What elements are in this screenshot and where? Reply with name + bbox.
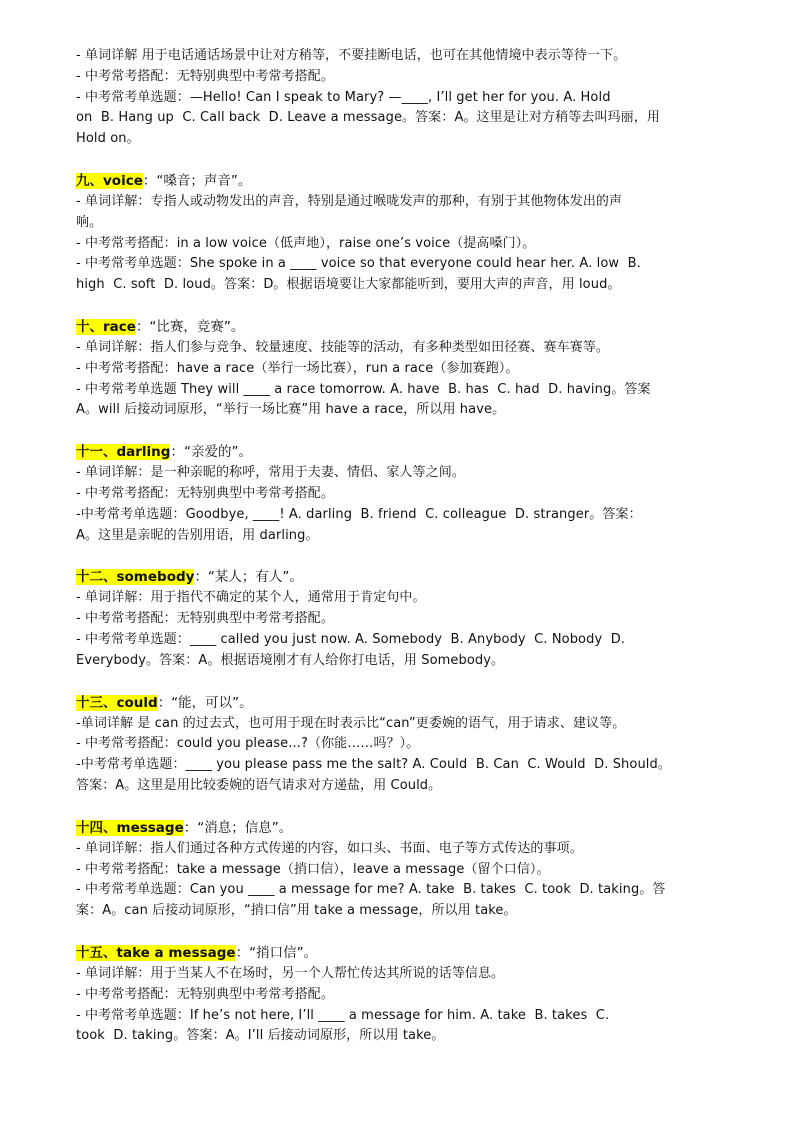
section-gap — [76, 296, 766, 316]
vocab-section — [76, 441, 766, 546]
vocab-section — [76, 566, 766, 671]
section-heading — [76, 170, 766, 192]
vocab-section — [76, 316, 766, 421]
heading-meaning: ：“某人；有人”。 — [194, 569, 303, 586]
text-line: - 中考常考搭配：无特别典型中考常考搭配。 — [76, 611, 334, 627]
text-line: - 中考常考搭配：could you please...?（你能……吗？）。 — [76, 736, 420, 752]
heading-meaning: ：“捎口信”。 — [235, 944, 318, 961]
text-line: - 单词详解 用于电话通话场景中让对方稍等，不要挂断电话，也可在其他情境中表示等待一下。 — [76, 48, 627, 63]
section-heading — [76, 692, 766, 714]
vocab-section — [76, 46, 766, 150]
text-line: -中考常考单选题：____ you please pass me the salt? A. Could B. Can C. Would D. Should。 — [76, 757, 671, 773]
section-gap — [76, 797, 766, 817]
text-line: - 中考常考搭配：take a message（捎口信），leave a message（留个口信）。 — [76, 861, 550, 877]
text-line: - 单词详解：指人们通过各种方式传递的内容，如口头、书面、电子等方式传达的事项。 — [76, 840, 583, 856]
section-heading — [76, 316, 766, 338]
text-line: A。这里是亲昵的告别用语，用 darling。 — [76, 527, 319, 543]
heading-word-highlight: 十二、somebody — [76, 569, 195, 586]
text-line: 响。 — [76, 214, 103, 230]
text-line: 答案：A。这里是用比较委婉的语气请求对方递盐，用 Could。 — [76, 777, 442, 793]
section-heading — [76, 441, 766, 463]
text-line: - 中考常考搭配：无特别典型中考常考搭配。 — [76, 485, 334, 501]
text-line: - 中考常考搭配：无特别典型中考常考搭配。 — [76, 986, 334, 1002]
section-heading — [76, 817, 766, 839]
heading-word-highlight: 十、race — [76, 318, 136, 335]
heading-meaning: ：“能，可以”。 — [157, 694, 253, 711]
heading-word-highlight: 十四、message — [76, 819, 184, 836]
vocab-section — [76, 170, 766, 296]
text-line: -单词详解 是 can 的过去式，也可用于现在时表示比“can”更委婉的语气，用于请求、建议等。 — [76, 715, 626, 731]
text-line: - 中考常考单选题：If he’s not here, I’ll ____ a message for him. A. take B. takes C. — [76, 1007, 610, 1023]
text-line: - 单词详解：指人们参与竞争、较量速度、技能等的活动，有多种类型如田径赛、赛车赛等。 — [76, 339, 610, 355]
heading-meaning: ：“比赛，竞赛”。 — [135, 318, 245, 335]
text-line: Hold on。 — [76, 131, 140, 147]
text-line: - 单词详解：用于当某人不在场时，另一个人帮忙传达其所说的话等信息。 — [76, 965, 505, 981]
section-gap — [76, 546, 766, 566]
section-heading — [76, 942, 766, 964]
text-line: - 中考常考搭配：无特别典型中考常考搭配。 — [76, 68, 334, 84]
document-page — [76, 46, 766, 1047]
heading-word-highlight: 十五、take a message — [76, 944, 236, 961]
vocab-section — [76, 942, 766, 1047]
heading-meaning: ：“嗓音；声音”。 — [142, 172, 252, 189]
heading-meaning: ：“消息；信息”。 — [183, 819, 293, 836]
text-line: - 中考常考搭配：in a low voice（低声地），raise one’s voice（提高嗓门）。 — [76, 235, 536, 251]
section-gap — [76, 421, 766, 441]
text-line: - 单词详解：用于指代不确定的某个人，通常用于肯定句中。 — [76, 590, 426, 606]
text-line: - 中考常考单选题：____ called you just now. A. Somebody B. Anybody C. Nobody D. — [76, 631, 626, 647]
text-line: -中考常考单选题：Goodbye, ____! A. darling B. friend C. colleague D. stranger。答案： — [76, 506, 642, 522]
text-line: high C. soft D. loud。答案：D。根据语境要让大家都能听到，要用大声的声音，用 loud。 — [76, 277, 621, 293]
heading-word-highlight: 十三、could — [76, 694, 158, 711]
heading-meaning: ：“亲爱的”。 — [170, 444, 252, 461]
heading-word-highlight: 十一、darling — [76, 444, 171, 461]
text-line: 案：A。can 后接动词原形，“捎口信”用 take a message，所以用 take。 — [76, 903, 517, 919]
vocab-section — [76, 817, 766, 922]
text-line: - 中考常考单选题：Can you ____ a message for me? A. take B. takes C. took D. taking。答 — [76, 882, 666, 898]
text-line: A。will 后接动词原形，“举行一场比赛”用 have a race，所以用 have。 — [76, 402, 506, 418]
text-line: - 单词详解：是一种亲昵的称呼，常用于夫妻、情侣、家人等之间。 — [76, 465, 465, 481]
section-gap — [76, 150, 766, 170]
section-gap — [76, 672, 766, 692]
text-line: - 中考常考单选题：She spoke in a ____ voice so that everyone could hear her. A. low B. — [76, 256, 641, 272]
text-line: on B. Hang up C. Call back D. Leave a message。答案：A。这里是让对方稍等去叫玛丽，用 — [76, 110, 660, 126]
vocab-section — [76, 692, 766, 797]
text-line: - 中考常考单选题 They will ____ a race tomorrow. A. have B. has C. had D. having。答案 — [76, 381, 651, 397]
text-line: - 中考常考搭配：have a race（举行一场比赛），run a race（参加赛跑）。 — [76, 360, 519, 376]
heading-word-highlight: 九、voice — [76, 172, 143, 189]
section-gap — [76, 922, 766, 942]
text-line: Everybody。答案：A。根据语境刚才有人给你打电话，用 Somebody。 — [76, 652, 505, 668]
section-heading — [76, 566, 766, 588]
text-line: - 中考常考单选题：—Hello! Can I speak to Mary? —____, I’ll get her for you. A. Hold — [76, 89, 611, 105]
text-line: - 单词详解：专指人或动物发出的声音，特别是通过喉咙发声的那种，有别于其他物体发出的声 — [76, 193, 623, 209]
text-line: took D. taking。答案：A。I’ll 后接动词原形，所以用 take。 — [76, 1028, 445, 1044]
